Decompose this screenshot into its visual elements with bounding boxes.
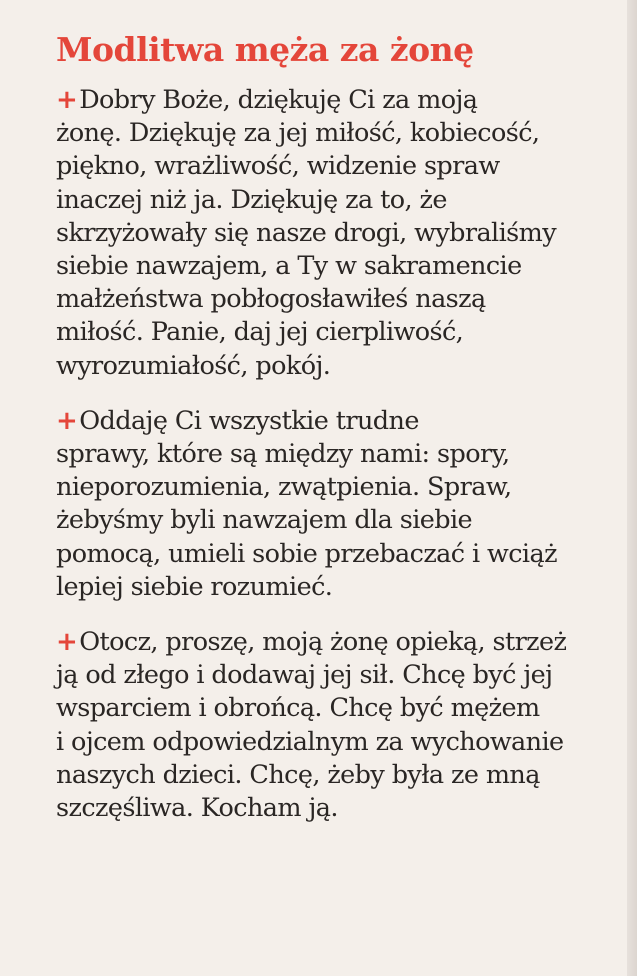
cross-icon: + xyxy=(56,627,78,658)
paragraph-line: naszych dzieci. Chcę, żeby była ze mną xyxy=(56,759,540,790)
paragraph-2 xyxy=(56,405,607,604)
paragraph-line: i ojcem odpowiedzialnym za wychowanie xyxy=(56,726,564,757)
paragraph-1 xyxy=(56,84,607,383)
cross-icon: + xyxy=(56,405,78,436)
paragraph-line: lepiej siebie rozumieć. xyxy=(56,571,333,602)
paragraph-line: wyrozumiałość, pokój. xyxy=(56,350,331,381)
cross-icon: + xyxy=(56,85,78,115)
paragraph-line: piękno, wrażliwość, widzenie spraw xyxy=(56,151,500,182)
paragraph-line: Otocz, proszę, moją żonę opieką, strzeż xyxy=(79,627,567,658)
paragraph-line: siebie nawzajem, a Ty w sakramencie xyxy=(56,251,522,282)
paragraph-line: żonę. Dziękuję za jej miłość, kobiecość, xyxy=(56,118,540,149)
paragraph-3 xyxy=(56,626,607,825)
paragraph-line: Oddaję Ci wszystkie trudne xyxy=(79,405,419,436)
paragraph-line: nieporozumienia, zwątpienia. Spraw, xyxy=(56,472,512,503)
paragraph-line: inaczej niż ja. Dziękuję za to, że xyxy=(56,184,447,215)
page-title: Modlitwa męża za żonę xyxy=(56,30,474,69)
paragraph-line: szczęśliwa. Kocham ją. xyxy=(56,793,338,824)
paragraph-line: małżeństwa pobłogosławiłeś naszą xyxy=(56,284,486,315)
paragraph-line: miłość. Panie, daj jej cierpliwość, xyxy=(56,317,464,348)
paragraph-line: żebyśmy byli nawzajem dla siebie xyxy=(56,505,473,536)
paragraph-line: sprawy, które są między nami: spory, xyxy=(56,439,510,470)
paragraph-line: pomocą, umieli sobie przebaczać i wciąż xyxy=(56,538,557,569)
card-edge xyxy=(627,0,637,976)
paragraph-line: skrzyżowały się nasze drogi, wybraliśmy xyxy=(56,217,557,248)
paragraph-line: ją od złego i dodawaj jej sił. Chcę być jej xyxy=(56,660,553,691)
paragraph-line: wsparciem i obrońcą. Chcę być mężem xyxy=(56,693,540,724)
paragraph-line: Dobry Boże, dziękuję Ci za moją xyxy=(79,85,478,115)
